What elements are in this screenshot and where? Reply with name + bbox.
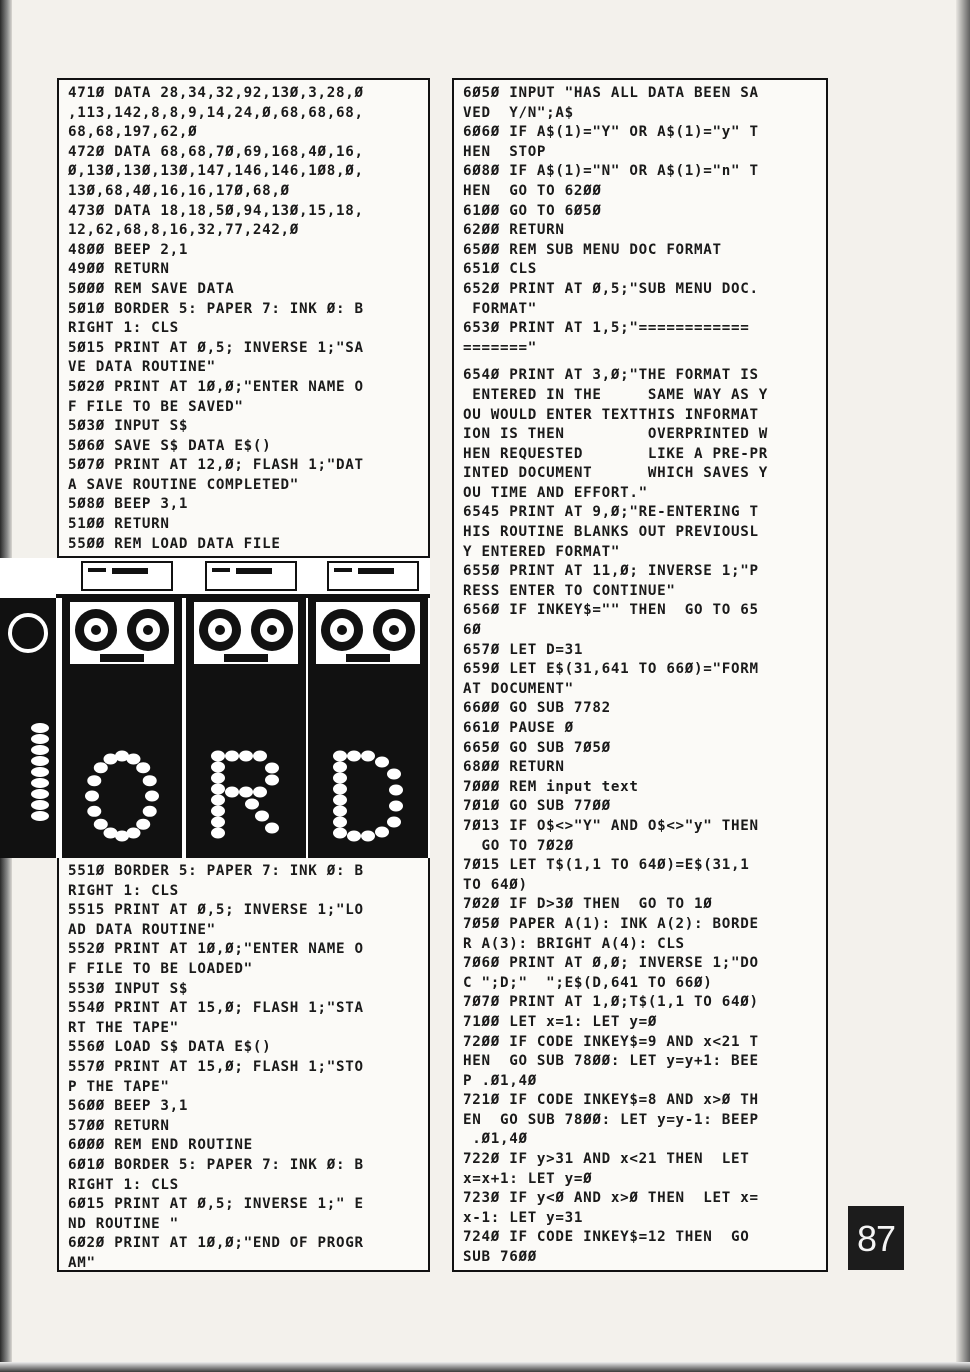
code-line: 12,62,68,8,16,32,77,242,Ø (68, 222, 300, 239)
letter-dot (333, 806, 347, 817)
bead (31, 767, 49, 777)
reel-spindle (143, 625, 153, 635)
code-line: 661Ø PAUSE Ø (463, 720, 574, 736)
letter-dot (136, 819, 150, 830)
letter-dot (94, 762, 108, 773)
code-line: 5Ø15 PRINT AT Ø,5; INVERSE 1;"SA (68, 339, 364, 356)
letter-dot (255, 811, 269, 822)
letter-dot (361, 831, 375, 842)
reel-spindle (389, 625, 399, 635)
code-line: 471Ø DATA 28,34,32,92,13Ø,3,28,Ø (68, 85, 364, 101)
code-line: VED Y/N";A$ (463, 104, 574, 121)
listing-right-part-b (463, 366, 820, 1267)
letter-dot (239, 751, 253, 762)
code-line: 48ØØ BEEP 2,1 (68, 241, 189, 258)
bead (31, 734, 49, 744)
code-line: HEN GO SUB 78ØØ: LET y=y+1: BEE (463, 1053, 759, 1070)
letter-dot (211, 784, 225, 795)
code-line: 5ØØØ REM SAVE DATA (68, 280, 235, 297)
letter-dot (143, 775, 157, 786)
bead (31, 745, 49, 755)
code-line: A SAVE ROUTINE COMPLETED" (68, 476, 300, 493)
listing-right (452, 78, 828, 1272)
bead (31, 723, 49, 733)
code-line: 665Ø GO SUB 7Ø5Ø (463, 739, 611, 756)
letter-dot (333, 762, 347, 773)
code-line: 55ØØ REM LOAD DATA FILE (68, 535, 281, 552)
code-line: 652Ø PRINT AT Ø,5;"SUB MENU DOC. (463, 280, 759, 297)
code-line: 554Ø PRINT AT 15,Ø; FLASH 1;"STA (68, 1000, 364, 1017)
letter-dot (333, 795, 347, 806)
speaker-band (308, 676, 428, 736)
speaker-band (186, 676, 306, 736)
bead (31, 778, 49, 788)
tape-head (346, 654, 390, 662)
letter-dot (225, 751, 239, 762)
code-line: 13Ø,68,4Ø,16,16,17Ø,68,Ø (68, 182, 290, 199)
letter-dot (333, 784, 347, 795)
deck-slot (212, 568, 230, 572)
letter-dot (211, 795, 225, 806)
code-line: 5Ø8Ø BEEP 3,1 (68, 496, 189, 513)
reel-spindle (215, 625, 225, 635)
letter-dot (211, 806, 225, 817)
letter-dot (85, 791, 99, 802)
letter-dot (347, 751, 361, 762)
code-line: F FILE TO BE LOADED" (68, 960, 253, 977)
code-line: 556Ø LOAD S$ DATA E$() (68, 1039, 272, 1056)
code-line: ,113,142,8,8,9,14,24,Ø,68,68,68, (68, 104, 364, 121)
letter-dot (94, 819, 108, 830)
letter-dot (347, 831, 361, 842)
code-line: 6Ø (463, 622, 482, 639)
code-line: x=x+1: LET y=Ø (463, 1170, 593, 1187)
reel-spindle (337, 625, 347, 635)
code-line: 5515 PRINT AT Ø,5; INVERSE 1;"LO (68, 902, 364, 919)
code-line: HEN GO TO 62ØØ (463, 182, 602, 199)
code-line: RIGHT 1: CLS (68, 882, 179, 899)
listing-left-top (57, 78, 430, 558)
listing-gap (463, 358, 820, 366)
code-line: 6ØØØ REM END ROUTINE (68, 1137, 253, 1154)
code-line: 654Ø PRINT AT 3,Ø;"THE FORMAT IS (463, 367, 759, 384)
code-line: 6Ø6Ø IF A$(1)="Y" OR A$(1)="y" T (463, 124, 759, 141)
deck-icon (206, 562, 296, 590)
letter-dot (211, 828, 225, 839)
bead (31, 789, 49, 799)
code-line: 5Ø3Ø INPUT S$ (68, 418, 189, 435)
code-line: 551Ø BORDER 5: PAPER 7: INK Ø: B (68, 863, 364, 879)
code-line: RT THE TAPE" (68, 1019, 179, 1036)
bead (31, 756, 49, 766)
code-line: 6Ø15 PRINT AT Ø,5; INVERSE 1;" E (68, 1196, 364, 1213)
code-line: Ø,13Ø,13Ø,13Ø,147,146,146,1Ø8,Ø, (68, 163, 364, 180)
code-line: FORMAT" (463, 300, 537, 317)
code-line: 56ØØ BEEP 3,1 (68, 1098, 189, 1115)
code-line: 68ØØ RETURN (463, 759, 565, 776)
code-line: P THE TAPE" (68, 1078, 170, 1095)
code-line: 651Ø CLS (463, 261, 537, 278)
code-line: RIGHT 1: CLS (68, 320, 179, 337)
code-line: .Ø1,4Ø (463, 1131, 528, 1148)
code-line: 7Ø2Ø IF D>3Ø THEN GO TO 1Ø (463, 896, 713, 913)
code-line: 557Ø PRINT AT 15,Ø; FLASH 1;"STO (68, 1058, 364, 1075)
code-line: 6Ø5Ø INPUT "HAS ALL DATA BEEN SA (463, 85, 759, 101)
bead (31, 811, 49, 821)
code-line: AT DOCUMENT" (463, 680, 574, 697)
code-line: x-1: LET y=31 (463, 1209, 584, 1226)
code-line: HEN REQUESTED LIKE A PRE-PR (463, 445, 768, 462)
letter-dot (211, 751, 225, 762)
letter-dot (361, 751, 375, 762)
code-line: =======" (463, 339, 537, 356)
deck-icon (328, 562, 418, 590)
code-line: P .Ø1,4Ø (463, 1072, 537, 1089)
code-line: 49ØØ RETURN (68, 261, 170, 278)
code-line: 656Ø IF INKEY$="" THEN GO TO 65 (463, 602, 759, 619)
reel-spindle (267, 625, 277, 635)
code-line: AM" (68, 1254, 96, 1271)
letter-dot (375, 827, 389, 838)
page-edge-shadow (956, 0, 970, 1372)
letter-dot (389, 801, 403, 812)
code-line: 5Ø1Ø BORDER 5: PAPER 7: INK Ø: B (68, 300, 364, 317)
letter-dot (265, 763, 279, 774)
reel-spindle (91, 625, 101, 635)
code-line: OU TIME AND EFFORT." (463, 484, 648, 501)
code-line: HEN STOP (463, 143, 547, 160)
speaker-band (62, 676, 182, 736)
code-line: 57ØØ RETURN (68, 1117, 170, 1134)
code-line: ND ROUTINE " (68, 1215, 179, 1232)
tape-head (224, 654, 268, 662)
letter-dot (387, 817, 401, 828)
code-line: 473Ø DATA 18,18,5Ø,94,13Ø,15,18, (68, 202, 364, 219)
letter-dot (333, 828, 347, 839)
code-line: Y ENTERED FORMAT" (463, 543, 621, 560)
code-line: 724Ø IF CODE INKEY$=12 THEN GO (463, 1229, 750, 1246)
letter-dot (375, 757, 389, 768)
letter-dot (333, 817, 347, 828)
deck-label (358, 568, 394, 574)
listing-left-bottom (57, 858, 430, 1272)
tape-head (100, 654, 144, 662)
divider (56, 594, 430, 598)
letter-dot (387, 769, 401, 780)
code-line: TO 64Ø) (463, 876, 528, 893)
code-line: 7ØØØ REM input text (463, 778, 639, 795)
code-line: 7Ø5Ø PAPER A(1): INK A(2): BORDE (463, 915, 759, 932)
letter-dot (333, 773, 347, 784)
letter-dot (87, 806, 101, 817)
letter-dot (143, 806, 157, 817)
code-line: 7Ø13 IF O$<>"Y" AND O$<>"y" THEN (463, 817, 759, 834)
code-line: R A(3): BRIGHT A(4): CLS (463, 935, 685, 952)
code-line: 721Ø IF CODE INKEY$=8 AND x>Ø TH (463, 1092, 759, 1109)
code-line: 553Ø INPUT S$ (68, 980, 189, 997)
letter-dot (333, 751, 347, 762)
letter-dot (211, 817, 225, 828)
code-line: OU WOULD ENTER TEXTTHIS INFORMAT (463, 406, 759, 423)
deck-slot (88, 568, 106, 572)
code-line: 7Ø15 LET T$(1,1 TO 64Ø)=E$(31,1 (463, 857, 750, 874)
letter-dot (253, 787, 267, 798)
code-line: 7Ø1Ø GO SUB 77ØØ (463, 798, 611, 815)
code-line: VE DATA ROUTINE" (68, 359, 216, 376)
bead (31, 800, 49, 810)
letter-dot (265, 775, 279, 786)
letter-dot (126, 754, 140, 765)
code-line: 61ØØ GO TO 6Ø5Ø (463, 202, 602, 219)
code-line: 6Ø2Ø PRINT AT 1Ø,Ø;"END OF PROGR (68, 1235, 364, 1252)
deck-slot (334, 568, 352, 572)
code-line: 7Ø7Ø PRINT AT 1,Ø;T$(1,1 TO 64Ø) (463, 994, 759, 1011)
tape-recorder-word-graphic (0, 558, 430, 858)
letter-dot (104, 827, 118, 838)
code-line: 6Ø8Ø IF A$(1)="N" OR A$(1)="n" T (463, 163, 759, 180)
letter-dot (211, 762, 225, 773)
code-line: ENTERED IN THE SAME WAY AS Y (463, 386, 768, 403)
letter-dot (265, 823, 279, 834)
code-line: 657Ø LET D=31 (463, 641, 584, 658)
letter-dot (239, 787, 253, 798)
code-line: 5Ø2Ø PRINT AT 1Ø,Ø;"ENTER NAME O (68, 378, 364, 395)
deck-label (236, 568, 272, 574)
code-line: C ";D;" ";E$(D,641 TO 66Ø) (463, 974, 713, 991)
code-line: GO TO 7Ø2Ø (463, 837, 574, 854)
code-line: 6Ø1Ø BORDER 5: PAPER 7: INK Ø: B (68, 1156, 364, 1173)
page-number: 87 (848, 1206, 904, 1270)
code-line: INTED DOCUMENT WHICH SAVES Y (463, 465, 768, 482)
code-line: 62ØØ RETURN (463, 222, 565, 239)
code-line: 65ØØ REM SUB MENU DOC FORMAT (463, 241, 722, 258)
code-line: SUB 76ØØ (463, 1249, 537, 1266)
deck-label (112, 568, 148, 574)
deck-icon (82, 562, 172, 590)
code-line: 5Ø6Ø SAVE S$ DATA E$() (68, 437, 272, 454)
page-bottom-shadow (0, 1362, 970, 1372)
code-line: 7Ø6Ø PRINT AT Ø,Ø; INVERSE 1;"DO (463, 955, 759, 972)
code-line: 6545 PRINT AT 9,Ø;"RE-ENTERING T (463, 504, 759, 521)
code-line: 659Ø LET E$(31,641 TO 66Ø)="FORM (463, 661, 759, 678)
code-line: 5Ø7Ø PRINT AT 12,Ø; FLASH 1;"DAT (68, 457, 364, 474)
code-line: F FILE TO BE SAVED" (68, 398, 244, 415)
code-line: HIS ROUTINE BLANKS OUT PREVIOUSL (463, 524, 759, 541)
letter-dot (136, 762, 150, 773)
code-line: EN GO SUB 78ØØ: LET y=y-1: BEEP (463, 1111, 759, 1128)
code-line: 722Ø IF y>31 AND x<21 THEN LET (463, 1151, 750, 1168)
letter-dot (225, 787, 239, 798)
code-line: 71ØØ LET x=1: LET y=Ø (463, 1013, 658, 1030)
letter-dot (389, 785, 403, 796)
letter-dot (245, 799, 259, 810)
code-line: 72ØØ IF CODE INKEY$=9 AND x<21 T (463, 1033, 759, 1050)
code-line: RESS ENTER TO CONTINUE" (463, 582, 676, 599)
code-line: 51ØØ RETURN (68, 516, 170, 533)
letter-dot (253, 751, 267, 762)
letter-dot (87, 775, 101, 786)
code-line: 66ØØ GO SUB 7782 (463, 700, 611, 717)
code-line: 723Ø IF y<Ø AND x>Ø THEN LET x= (463, 1190, 759, 1207)
code-line: ION IS THEN OVERPRINTED W (463, 426, 768, 443)
code-line: 552Ø PRINT AT 1Ø,Ø;"ENTER NAME O (68, 941, 364, 958)
code-line: RIGHT 1: CLS (68, 1176, 179, 1193)
code-line: AD DATA ROUTINE" (68, 921, 216, 938)
code-line: 68,68,197,62,Ø (68, 124, 198, 141)
code-line: 653Ø PRINT AT 1,5;"============ (463, 320, 750, 337)
letter-dot (145, 791, 159, 802)
code-line: 655Ø PRINT AT 11,Ø; INVERSE 1;"P (463, 563, 759, 580)
code-line: 472Ø DATA 68,68,7Ø,69,168,4Ø,16, (68, 143, 364, 160)
listing-right-part-a (463, 84, 820, 358)
letter-dot (211, 773, 225, 784)
